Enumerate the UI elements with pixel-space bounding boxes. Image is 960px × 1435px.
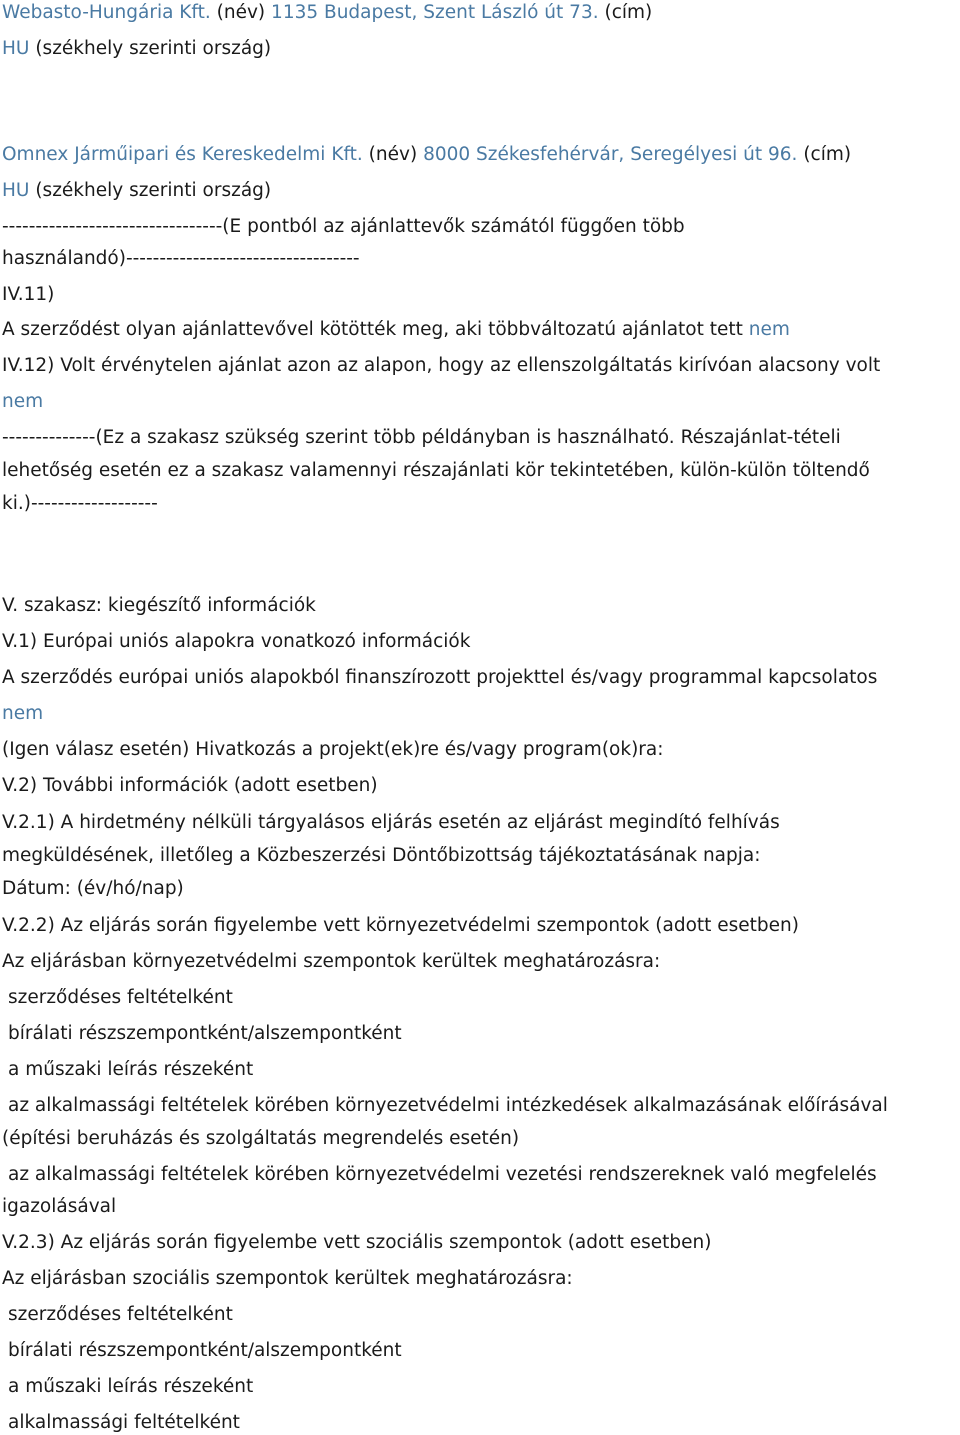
v23-option-suitability: alkalmassági feltételként [8,1412,240,1433]
org2-line [2,146,851,165]
separator-section-line3: ki.)------------------- [2,493,158,514]
org1-address: 1135 Budapest, Szent László út 73. [271,2,599,23]
org1-country-tag: (székhely szerinti ország) [35,38,272,59]
separator-e-line2: használandó)----------------------------------- [2,248,360,269]
separator-e-line1: ---------------------------------(E pontból az ajánlattevők számától függően több [2,216,685,237]
org2-country: HU [2,180,30,201]
v2-title: V.2) További információk (adott esetben) [2,775,378,796]
org2-address-tag: (cím) [803,144,852,165]
v21-line2: megküldésének, illetőleg a Közbeszerzési Döntőbizottság tájékoztatásának napja: [2,845,761,866]
org2-name-tag: (név) [368,144,418,165]
separator-section-line2: lehetőség esetén ez a szakasz valamennyi részajánlati kör tekintetében, külön-külön töltendő [2,460,870,481]
org2-address: 8000 Székesfehérvár, Seregélyesi út 96. [423,144,798,165]
v1-answer: nem [2,703,44,724]
v22-title: V.2.2) Az eljárás során figyelembe vett környezetvédelmi szempontok (adott esetben) [2,915,799,936]
v21-date: Dátum: (év/hó/nap) [2,878,184,899]
iv12-answer: nem [2,391,44,412]
v22-option-contract: szerződéses feltételként [8,987,233,1008]
v1-reference: (Igen válasz esetén) Hivatkozás a projekt(ek)re és/vagy program(ok)ra: [2,739,664,760]
v1-title: V.1) Európai uniós alapokra vonatkozó információk [2,631,471,652]
iv12-text: IV.12) Volt érvénytelen ajánlat azon az alapon, hogy az ellenszolgáltatás kirívóan alacsony volt [2,355,881,376]
v23-option-contract: szerződéses feltételként [8,1304,233,1325]
org1-country: HU [2,38,30,59]
iv11-text: A szerződést olyan ajánlattevővel kötötték meg, aki többváltozatú ajánlatot tett [2,319,743,340]
section-v-title: V. szakasz: kiegészítő információk [2,595,316,616]
org2-country-line [2,182,271,201]
org2-name: Omnex Járműipari és Kereskedelmi Kft. [2,144,363,165]
separator-section-line1: --------------(Ez a szakasz szükség szerint több példányban is használható. Részajánlat-tételi [2,427,841,448]
org1-line [2,4,652,23]
iv11-line [2,321,790,340]
v23-intro: Az eljárásban szociális szempontok kerültek meghatározásra: [2,1268,573,1289]
org2-country-tag: (székhely szerinti ország) [35,180,272,201]
org1-address-tag: (cím) [604,2,653,23]
v21-line1: V.2.1) A hirdetmény nélküli tárgyalásos eljárás esetén az eljárást megindító felhívás [2,812,780,833]
iv11-answer: nem [748,319,790,340]
v22-option-technical: a műszaki leírás részeként [8,1059,254,1080]
org1-name: Webasto-Hungária Kft. [2,2,211,23]
v22-option-evaluation: bírálati részszempontként/alszempontként [8,1023,402,1044]
v22-option-suitability-line1: az alkalmassági feltételek körében környezetvédelmi intézkedések alkalmazásának előírásával [8,1095,888,1116]
org1-name-tag: (név) [216,2,266,23]
v23-option-evaluation: bírálati részszempontként/alszempontként [8,1340,402,1361]
v22-option-suitability-line2: (építési beruházás és szolgáltatás megrendelés esetén) [2,1128,520,1149]
v1-question: A szerződés európai uniós alapokból finanszírozott projekttel és/vagy programmal kapcsolatos [2,667,878,688]
v23-option-technical: a műszaki leírás részeként [8,1376,254,1397]
v22-option-management-line2: igazolásával [2,1196,117,1217]
v23-title: V.2.3) Az eljárás során figyelembe vett szociális szempontok (adott esetben) [2,1232,712,1253]
org1-country-line [2,40,271,59]
iv11-heading: IV.11) [2,284,55,305]
v22-intro: Az eljárásban környezetvédelmi szempontok kerültek meghatározásra: [2,951,661,972]
v22-option-management-line1: az alkalmassági feltételek körében környezetvédelmi vezetési rendszereknek való megfelelés [8,1164,877,1185]
